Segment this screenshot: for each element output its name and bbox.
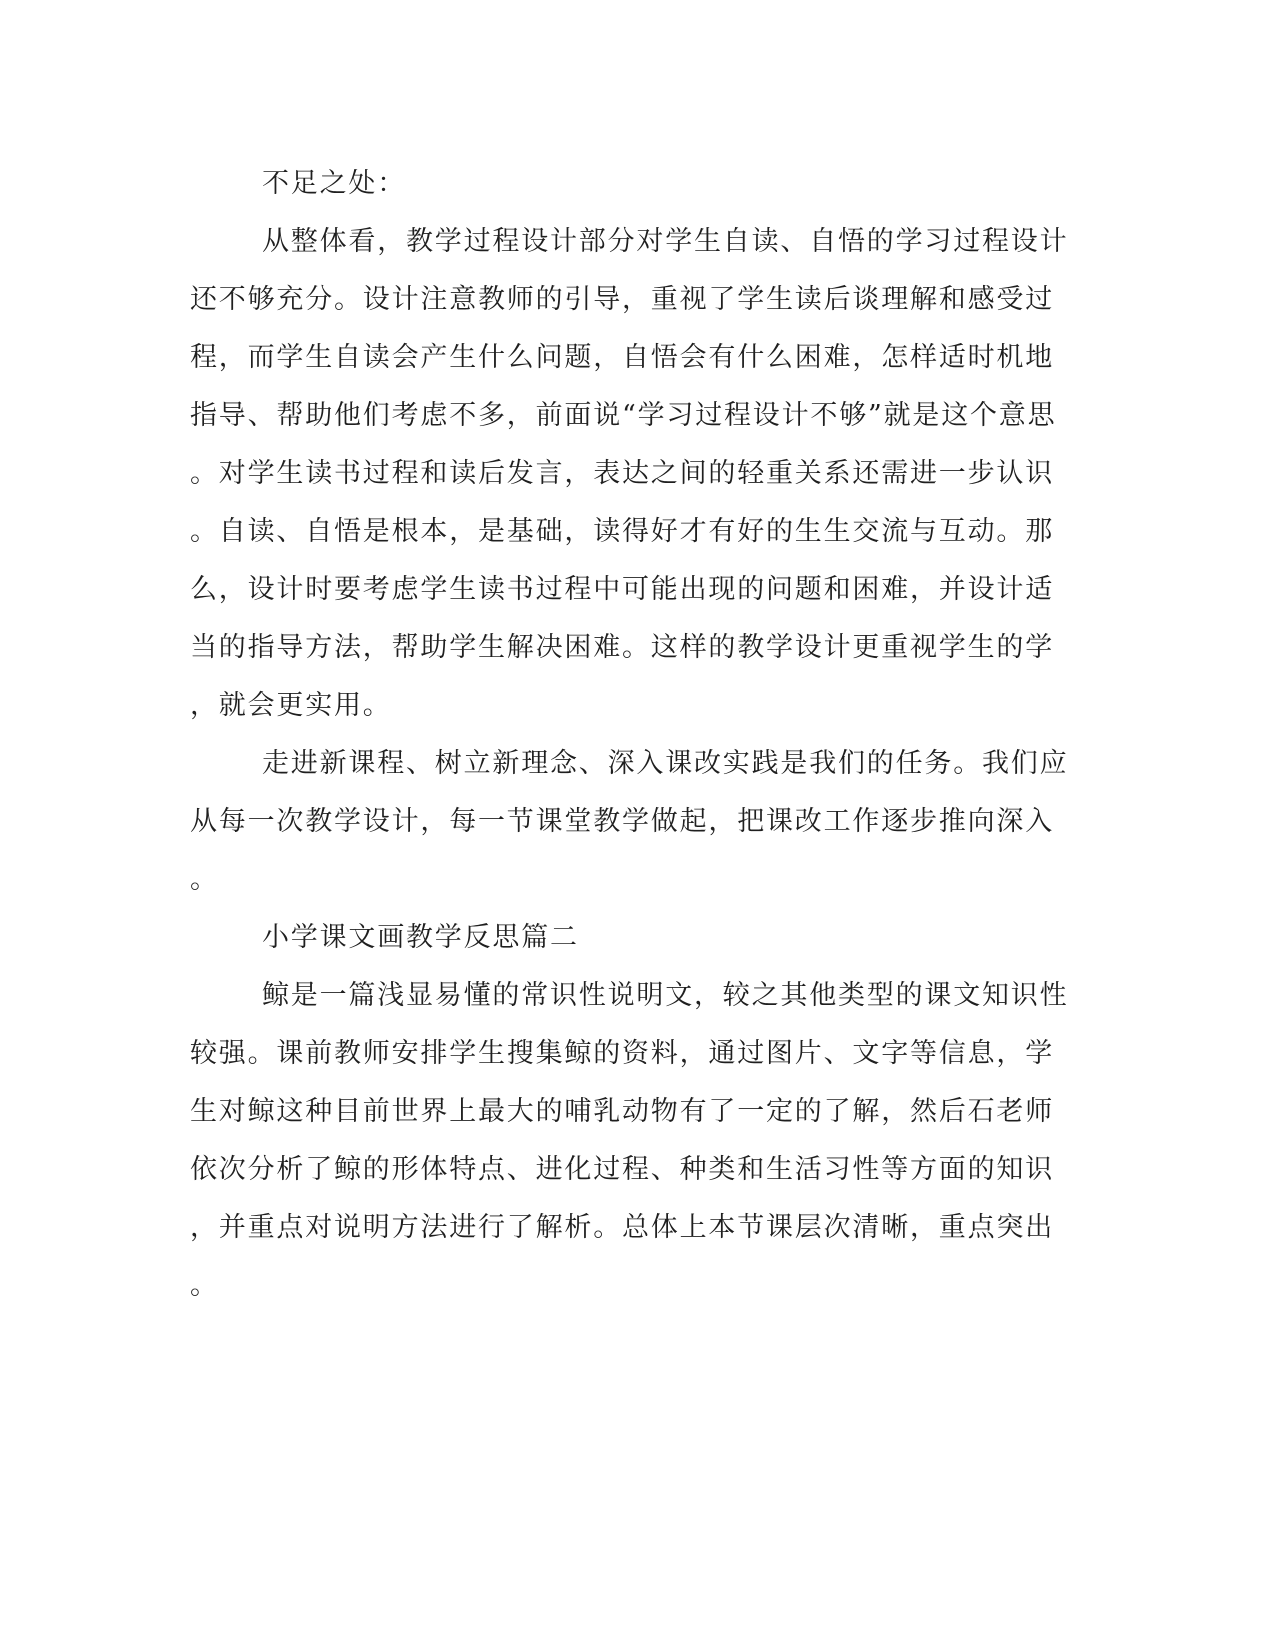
- paragraph-line: 么，设计时要考虑学生读书过程中可能出现的问题和困难，并设计适: [190, 574, 1054, 605]
- paragraph-line: 从整体看，教学过程设计部分对学生自读、自悟的学习过程设计: [262, 226, 1069, 257]
- paragraph-line: 走进新课程、树立新理念、深入课改实践是我们的任务。我们应: [262, 748, 1069, 779]
- paragraph-line: 从每一次教学设计，每一节课堂教学做起，把课改工作逐步推向深入: [190, 806, 1054, 837]
- paragraph-line: ，就会更实用。: [190, 690, 392, 721]
- paragraph-line: 。对学生读书过程和读后发言，表达之间的轻重关系还需进一步认识: [190, 458, 1054, 489]
- paragraph-line: ，并重点对说明方法进行了解析。总体上本节课层次清晰，重点突出: [190, 1212, 1054, 1243]
- paragraph-line: 鲸是一篇浅显易懂的常识性说明文，较之其他类型的课文知识性: [262, 980, 1069, 1011]
- paragraph-line: 依次分析了鲸的形体特点、进化过程、种类和生活习性等方面的知识: [190, 1154, 1054, 1185]
- section-heading-shortcomings: 不足之处：: [262, 168, 406, 199]
- paragraph-line: 。: [190, 864, 219, 895]
- paragraph-line: 还不够充分。设计注意教师的引导，重视了学生读后谈理解和感受过: [190, 284, 1054, 315]
- paragraph-line: 。: [190, 1270, 219, 1301]
- paragraph-line: 较强。课前教师安排学生搜集鲸的资料，通过图片、文字等信息，学: [190, 1038, 1054, 1069]
- paragraph-line: 指导、帮助他们考虑不多，前面说“学习过程设计不够”就是这个意思: [190, 400, 1057, 431]
- section-heading-part-two: 小学课文画教学反思篇二: [262, 922, 579, 953]
- paragraph-line: 程，而学生自读会产生什么问题，自悟会有什么困难，怎样适时机地: [190, 342, 1054, 373]
- paragraph-line: 生对鲸这种目前世界上最大的哺乳动物有了一定的了解，然后石老师: [190, 1096, 1054, 1127]
- paragraph-line: 。自读、自悟是根本，是基础，读得好才有好的生生交流与互动。那: [190, 516, 1054, 547]
- paragraph-line: 当的指导方法，帮助学生解决困难。这样的教学设计更重视学生的学: [190, 632, 1054, 663]
